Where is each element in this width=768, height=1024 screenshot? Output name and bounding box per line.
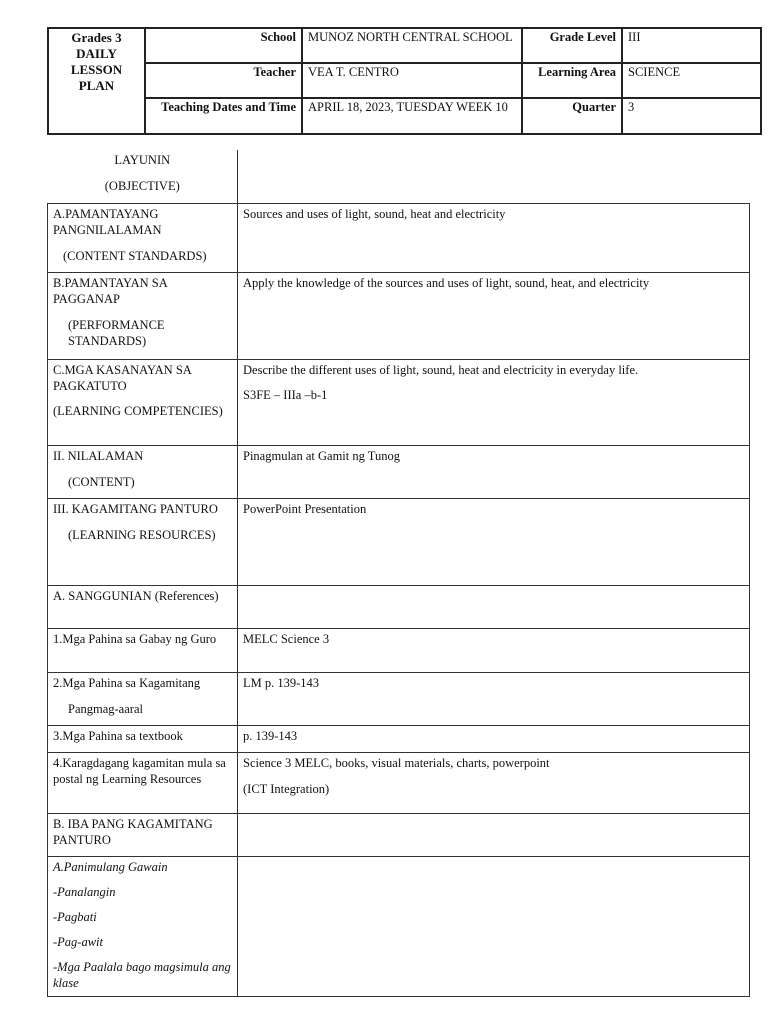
lesson-plan-title [48,28,145,134]
objective-heading: LAYUNIN [114,153,171,167]
learner-materials-value: LM p. 139-143 [238,672,750,725]
learning-area-value: SCIENCE [622,63,761,98]
performance-standards-sublabel: (PERFORMANCE STANDARDS) [68,317,165,348]
performance-standards-cell [48,272,238,359]
learning-area-label: Learning Area [522,63,622,98]
grade-level-label: Grade Level [522,28,622,63]
quarter-label: Quarter [522,98,622,134]
header-table [47,27,762,135]
learner-materials-cell [48,672,238,725]
learner-materials-sublabel: Pangmag-aaral [68,701,143,716]
ict-integration-note: (ICT Integration) [243,781,330,796]
initial-activity-item: -Mga Paalala bago magsimula ang klase [53,959,231,990]
title-line: LESSON [70,62,123,77]
performance-standards-label: B.PAMANTAYAN SA PAGGANAP [53,275,168,306]
learning-competencies-label: C.MGA KASANAYAN SA PAGKATUTO [53,362,192,393]
references-label: A. SANGGUNIAN (References) [48,585,238,628]
title-line: DAILY [76,46,117,61]
content-standards-value: Sources and uses of light, sound, heat and electricity [238,203,750,272]
additional-materials-value: Science 3 MELC, books, visual materials, charts, powerpoint [243,755,550,770]
textbook-value: p. 139-143 [238,725,750,752]
lesson-plan-table [47,150,750,997]
references-value [238,585,750,628]
initial-activity-cell [48,856,238,996]
learner-materials-label: 2.Mga Pahina sa Kagamitang [53,675,201,690]
quarter-value: 3 [622,98,761,134]
textbook-label: 3.Mga Pahina sa textbook [48,725,238,752]
teacher-guide-value: MELC Science 3 [238,628,750,672]
learning-competencies-sublabel: (LEARNING COMPETENCIES) [53,403,223,418]
teacher-label: Teacher [145,63,302,98]
content-label: II. NILALAMAN [53,448,144,463]
additional-materials-cell [238,752,750,813]
other-resources-value [238,813,750,856]
content-value: Pinagmulan at Gamit ng Tunog [238,445,750,498]
title-line: Grades 3 [71,30,122,45]
learning-resources-value: PowerPoint Presentation [238,498,750,585]
learning-competencies-value-cell [238,359,750,445]
learning-resources-label: III. KAGAMITANG PANTURO [53,501,218,516]
teaching-dates-value: APRIL 18, 2023, TUESDAY WEEK 10 [302,98,522,134]
grade-level-value: III [622,28,761,63]
initial-activity-item: -Pagbati [53,909,97,924]
learning-resources-sublabel: (LEARNING RESOURCES) [68,527,216,542]
objective-value [238,150,750,203]
content-standards-sublabel: (CONTENT STANDARDS) [63,248,207,263]
objective-subheading: (OBJECTIVE) [104,179,180,193]
initial-activity-item: -Panalangin [53,884,116,899]
school-label: School [145,28,302,63]
teacher-value: VEA T. CENTRO [302,63,522,98]
title-line: PLAN [78,78,115,93]
content-standards-label: A.PAMANTAYANG PANGNILALAMAN [53,206,162,237]
teaching-dates-label: Teaching Dates and Time [145,98,302,134]
initial-activity-label: A.Panimulang Gawain [53,859,168,874]
additional-materials-label: 4.Karagdagang kagamitan mula sa postal ng Learning Resources [48,752,238,813]
learning-competencies-code: S3FE – IIIa –b-1 [243,387,328,402]
initial-activity-value [238,856,750,996]
teacher-guide-label: 1.Mga Pahina sa Gabay ng Guro [48,628,238,672]
content-standards-cell [48,203,238,272]
initial-activity-item: -Pag-awit [53,934,103,949]
other-resources-label: B. IBA PANG KAGAMITANG PANTURO [48,813,238,856]
school-value: MUNOZ NORTH CENTRAL SCHOOL [302,28,522,63]
performance-standards-value: Apply the knowledge of the sources and uses of light, sound, heat, and electricity [238,272,750,359]
content-sublabel: (CONTENT) [68,474,135,489]
content-cell [48,445,238,498]
learning-competencies-value: Describe the different uses of light, sound, heat and electricity in everyday life. [243,362,639,377]
learning-competencies-cell [48,359,238,445]
objective-cell [48,150,238,203]
learning-resources-cell [48,498,238,585]
